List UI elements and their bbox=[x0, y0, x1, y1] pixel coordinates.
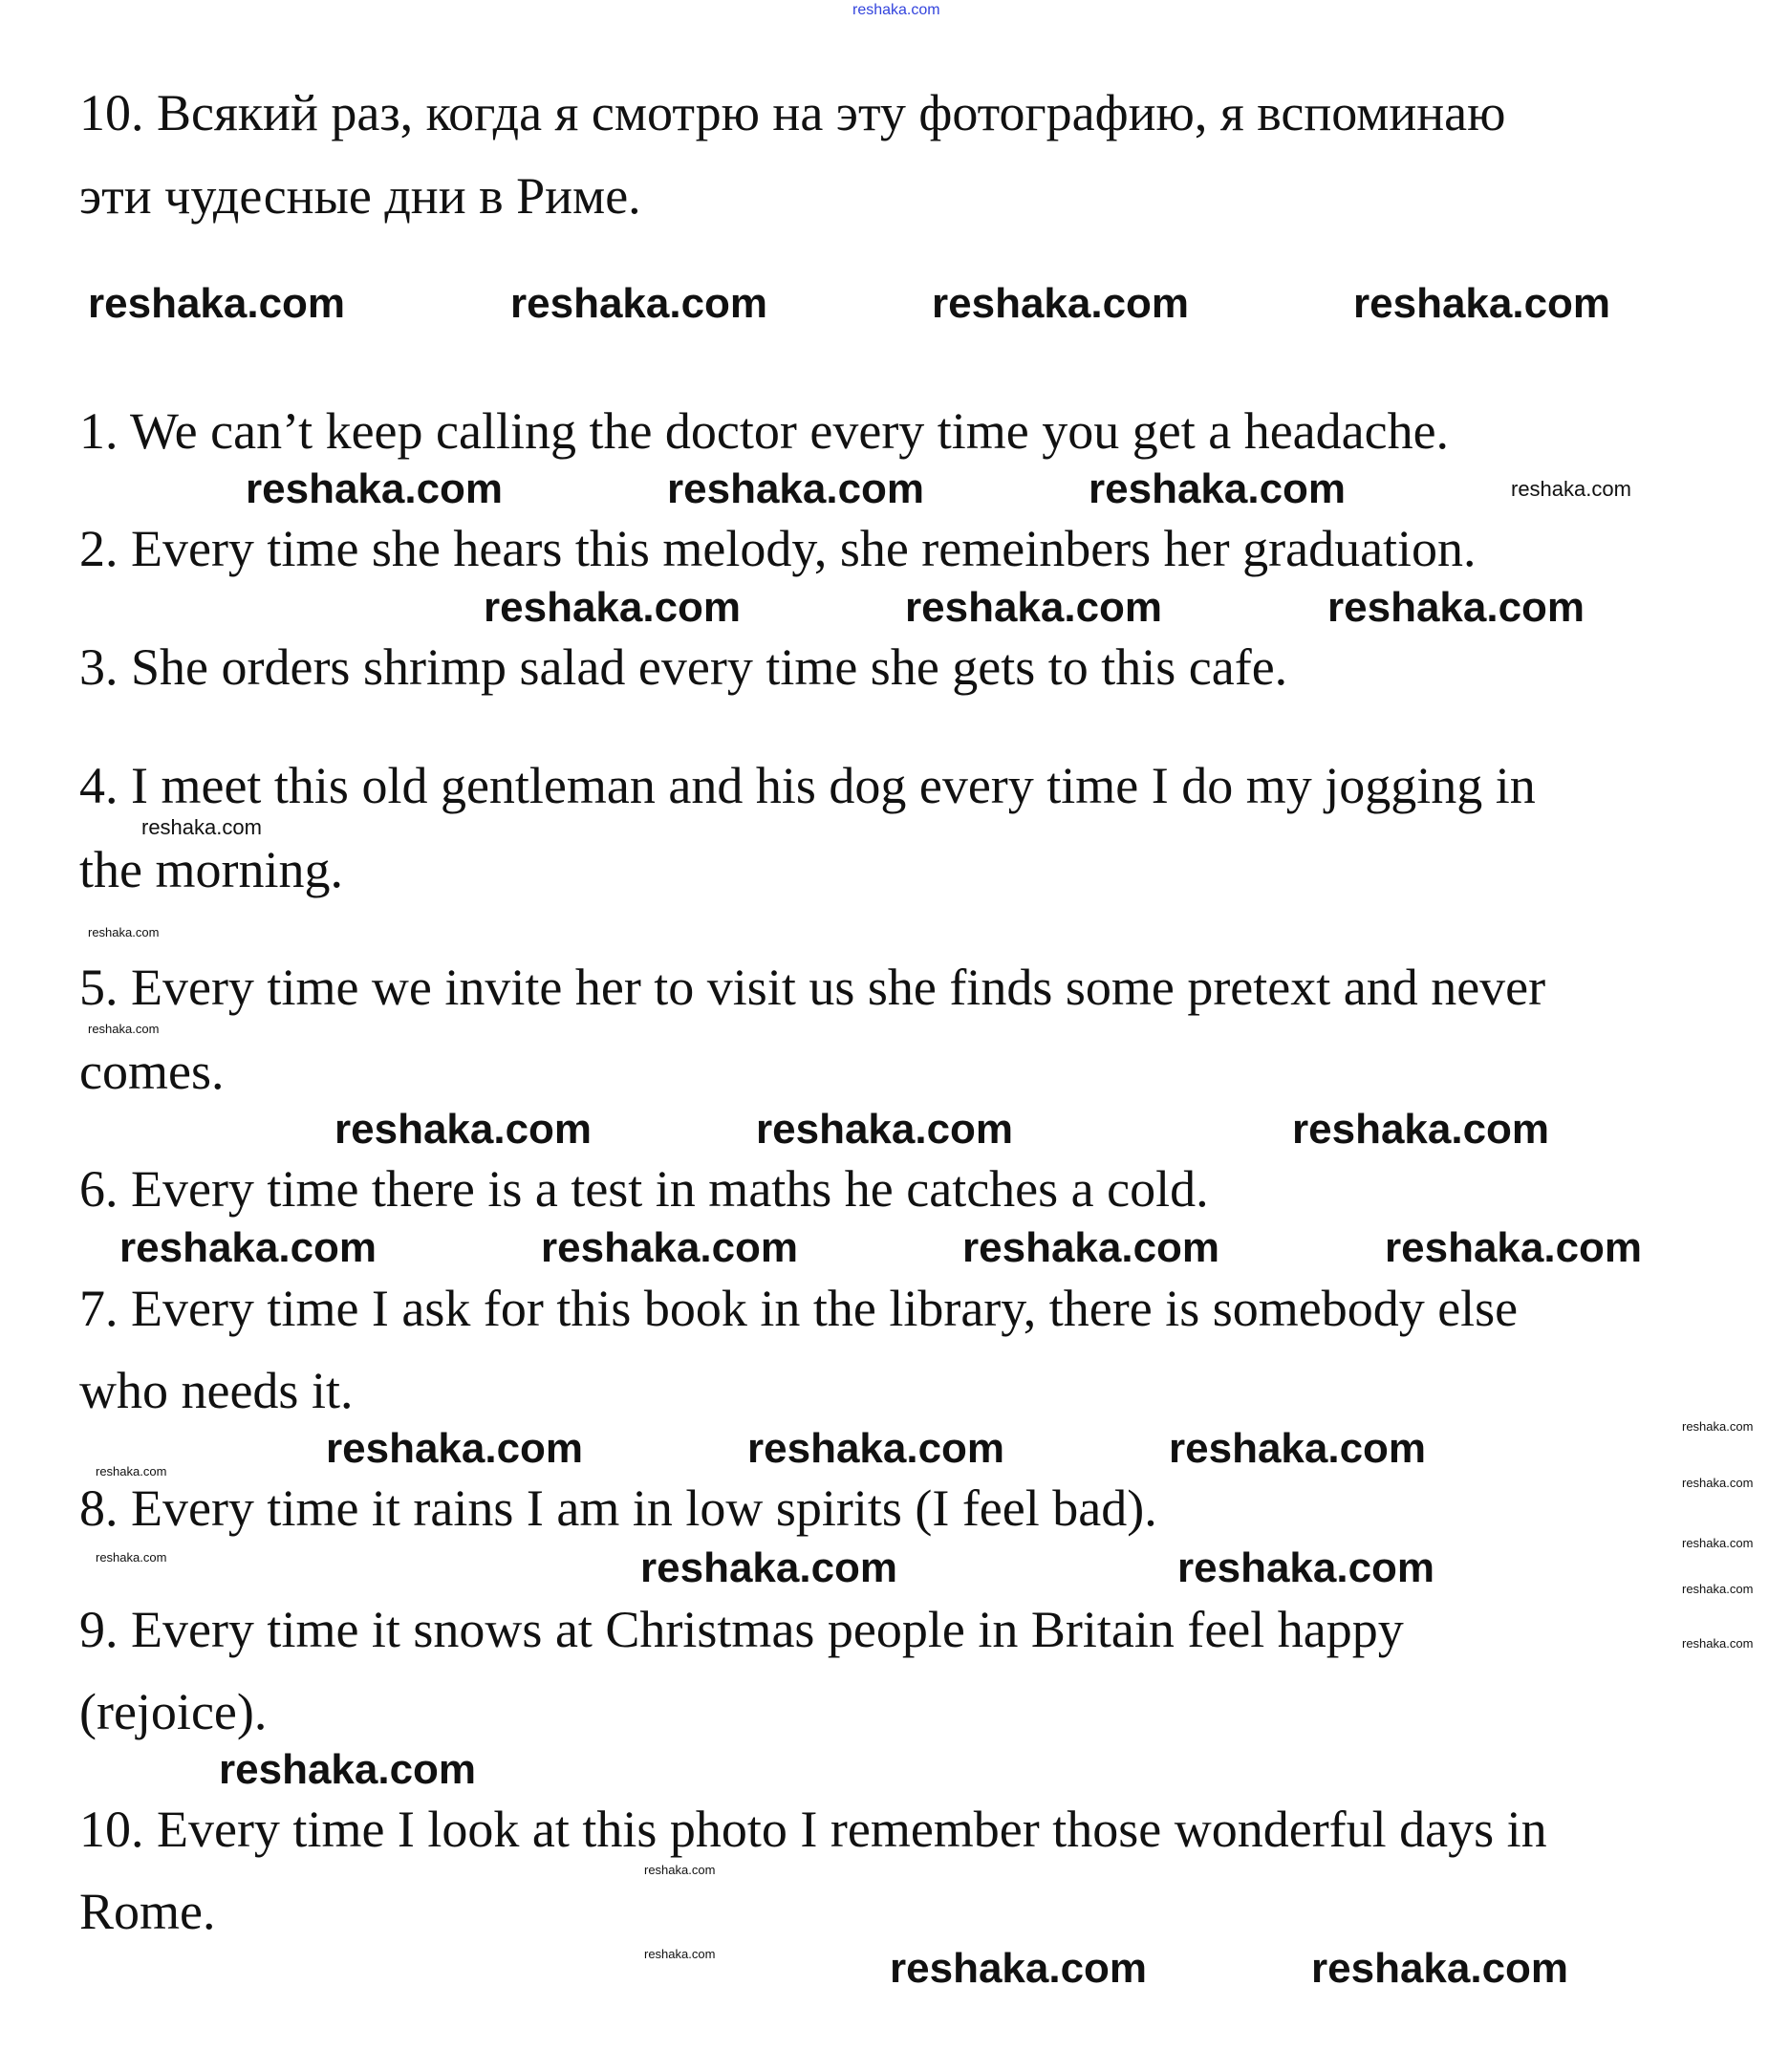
watermark: reshaka.com bbox=[219, 1746, 477, 1793]
watermark: reshaka.com bbox=[890, 1945, 1148, 1992]
answer-line: 6. Every time there is a test in maths he catches a cold. bbox=[79, 1160, 1209, 1218]
watermark: reshaka.com bbox=[510, 280, 768, 327]
answer-line: comes. bbox=[79, 1043, 225, 1100]
header-watermark: reshaka.com bbox=[852, 2, 940, 18]
watermark: reshaka.com bbox=[962, 1224, 1220, 1271]
watermark: reshaka.com bbox=[644, 1863, 716, 1877]
watermark: reshaka.com bbox=[667, 465, 925, 512]
task-line: 10. Всякий раз, когда я смотрю на эту фотографию, я вспоминаю bbox=[79, 84, 1506, 141]
watermark: reshaka.com bbox=[640, 1544, 898, 1591]
answer-line: 10. Every time I look at this photo I remember those wonderful days in bbox=[79, 1801, 1547, 1858]
answer-line: 5. Every time we invite her to visit us she finds some pretext and never bbox=[79, 959, 1546, 1016]
answer-line: 3. She orders shrimp salad every time she gets to this cafe. bbox=[79, 638, 1288, 696]
watermark: reshaka.com bbox=[1177, 1544, 1435, 1591]
watermark: reshaka.com bbox=[1089, 465, 1347, 512]
watermark: reshaka.com bbox=[1682, 1476, 1754, 1490]
watermark: reshaka.com bbox=[1682, 1582, 1754, 1596]
watermark: reshaka.com bbox=[141, 815, 262, 839]
watermark: reshaka.com bbox=[334, 1106, 593, 1153]
watermark: reshaka.com bbox=[96, 1550, 167, 1565]
watermark: reshaka.com bbox=[932, 280, 1190, 327]
answer-line: Rome. bbox=[79, 1883, 216, 1940]
watermark: reshaka.com bbox=[905, 584, 1163, 631]
answer-line: 7. Every time I ask for this book in the library, there is somebody else bbox=[79, 1280, 1519, 1337]
watermark: reshaka.com bbox=[1682, 1419, 1754, 1434]
watermark: reshaka.com bbox=[88, 925, 160, 939]
answer-line: 4. I meet this old gentleman and his dog every time I do my jogging in bbox=[79, 757, 1536, 814]
watermark: reshaka.com bbox=[326, 1425, 584, 1472]
watermark: reshaka.com bbox=[644, 1947, 716, 1961]
watermark: reshaka.com bbox=[756, 1106, 1014, 1153]
watermark: reshaka.com bbox=[119, 1224, 377, 1271]
watermark: reshaka.com bbox=[96, 1464, 167, 1478]
watermark: reshaka.com bbox=[1353, 280, 1611, 327]
task-line: эти чудесные дни в Риме. bbox=[79, 167, 641, 225]
answer-line: 2. Every time she hears this melody, she remeinbers her graduation. bbox=[79, 520, 1477, 577]
watermark: reshaka.com bbox=[246, 465, 504, 512]
watermark: reshaka.com bbox=[1311, 1945, 1569, 1992]
watermark: reshaka.com bbox=[1292, 1106, 1550, 1153]
watermark: reshaka.com bbox=[484, 584, 742, 631]
watermark: reshaka.com bbox=[88, 1022, 160, 1036]
watermark: reshaka.com bbox=[1169, 1425, 1427, 1472]
answer-line: (rejoice). bbox=[79, 1683, 268, 1740]
watermark: reshaka.com bbox=[1682, 1536, 1754, 1550]
answer-line: 1. We can’t keep calling the doctor every time you get a headache. bbox=[79, 402, 1450, 460]
watermark: reshaka.com bbox=[1385, 1224, 1643, 1271]
answer-line: who needs it. bbox=[79, 1362, 354, 1419]
answer-line: 8. Every time it rains I am in low spirits (I feel bad). bbox=[79, 1479, 1157, 1537]
watermark: reshaka.com bbox=[1682, 1636, 1754, 1651]
watermark: reshaka.com bbox=[541, 1224, 799, 1271]
answer-line: the morning. bbox=[79, 841, 343, 898]
answer-line: 9. Every time it snows at Christmas people in Britain feel happy bbox=[79, 1601, 1404, 1658]
watermark: reshaka.com bbox=[88, 280, 346, 327]
watermark: reshaka.com bbox=[747, 1425, 1005, 1472]
watermark: reshaka.com bbox=[1511, 477, 1631, 501]
watermark: reshaka.com bbox=[1327, 584, 1585, 631]
